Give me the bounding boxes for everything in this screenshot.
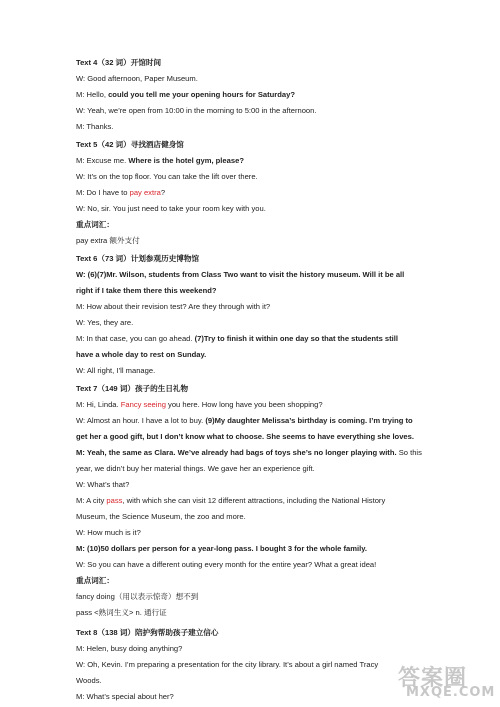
speaker-text: W: Almost an hour. I have a lot to buy. — [76, 416, 206, 425]
text7-line-10: M: (10)50 dollars per person for a year-long pass. I bought 3 for the whole family. — [76, 544, 368, 553]
key-sentence: Where is the hotel gym, please? — [128, 156, 244, 165]
text7-line-5: year, we didn’t buy her material things. We gave her an experience gift. — [76, 464, 315, 473]
watermark-en: MXQE.COM — [406, 685, 496, 700]
text7-line-6: W: What’s that? — [76, 480, 130, 489]
key-sentence: M: Yeah, the same as Clara. We’ve already had bags of toys she’s no longer playing with. — [76, 448, 397, 457]
highlighted-phrase: pay extra — [129, 188, 161, 197]
key-sentence: (7)Try to finish it within one day so that the students still — [194, 334, 398, 343]
text5-heading: Text 5（42 词）寻找酒店健身馆 — [76, 140, 184, 149]
watermark-cn: 答案圈 — [398, 666, 468, 691]
text8-line-2: W: Oh, Kevin. I’m preparing a presentation for the city library. It’s about a girl named Tracy — [76, 660, 379, 669]
text8-line-4: M: What’s special about her? — [76, 692, 174, 701]
text7-vocab-title: 重点词汇： — [76, 576, 114, 585]
text4-line-1: W: Good afternoon, Paper Museum. — [76, 74, 198, 83]
text5-vocab-title: 重点词汇： — [76, 220, 114, 229]
key-sentence: (9)My daughter Melissa’s birthday is coming. I’m trying to — [205, 416, 413, 425]
highlighted-phrase: Fancy seeing — [120, 400, 166, 409]
text7-line-3: get her a good gift, but I don’t know what to choose. She seems to have everything she loves. — [76, 432, 414, 441]
text4-line-4: M: Thanks. — [76, 122, 114, 131]
text6-heading: Text 6（73 词）计划参观历史博物馆 — [76, 254, 200, 263]
text7-vocab-1: fancy doing（用以表示惊奇）想不到 — [76, 592, 199, 601]
text5-line-4: W: No, sir. You just need to take your room key with you. — [76, 204, 266, 213]
text7-line-4 — [76, 448, 454, 458]
watermark-logo — [398, 661, 496, 701]
text7-line-9: W: How much is it? — [76, 528, 141, 537]
text8-heading: Text 8（138 词）陪护狗帮助孩子建立信心 — [76, 628, 219, 637]
text5-line-1 — [76, 156, 454, 166]
text5-vocab-1: pay extra 额外支付 — [76, 236, 140, 245]
text6-line-2: right if I take them there this weekend? — [76, 286, 217, 295]
speaker-text: M: In that case, you can go ahead. — [76, 334, 195, 343]
text6-line-5 — [76, 334, 454, 344]
text7-line-7 — [76, 496, 454, 506]
text6-line-4: W: Yes, they are. — [76, 318, 134, 327]
text6-line-7: W: All right, I’ll manage. — [76, 366, 156, 375]
speaker-text-end: So this — [396, 448, 422, 457]
speaker-text-end: you here. How long have you been shopping? — [165, 400, 323, 409]
text4-line-3: W: Yeah, we’re open from 10:00 in the morning to 5:00 in the afternoon. — [76, 106, 317, 115]
text6-line-3: M: How about their revision test? Are they through with it? — [76, 302, 271, 311]
speaker-text: M: Hi, Linda. — [76, 400, 121, 409]
text8-line-1: M: Helen, busy doing anything? — [76, 644, 183, 653]
text5-line-3 — [76, 188, 454, 198]
text6-line-1: W: (6)(7)Mr. Wilson, students from Class Two want to visit the history museum. Will it be all — [76, 270, 405, 279]
speaker-text-end: , with which she can visit 12 different attractions, including the National History — [122, 496, 386, 505]
speaker-text: M: Do I have to — [76, 188, 130, 197]
speaker-text: M: A city — [76, 496, 107, 505]
speaker-text: M: Excuse me. — [76, 156, 129, 165]
text7-line-2 — [76, 416, 454, 426]
text4-heading: Text 4（32 词）开馆时间 — [76, 58, 162, 67]
text7-heading: Text 7（149 词）孩子的生日礼物 — [76, 384, 189, 393]
text7-line-11: W: So you can have a different outing every month for the entire year? What a great idea! — [76, 560, 377, 569]
text7-line-8: Museum, the Science Museum, the zoo and more. — [76, 512, 246, 521]
highlighted-phrase: pass — [106, 496, 123, 505]
text8-line-3: Woods. — [76, 676, 102, 685]
text4-line-2 — [76, 90, 454, 100]
speaker-text: M: Hello, — [76, 90, 109, 99]
text6-line-6: have a whole day to rest on Sunday. — [76, 350, 207, 359]
text7-vocab-2: pass <熟词生义> n. 通行证 — [76, 608, 167, 617]
speaker-text-end: ? — [160, 188, 166, 197]
text7-line-1 — [76, 400, 454, 410]
key-sentence: could you tell me your opening hours for Saturday? — [108, 90, 295, 99]
text5-line-2: W: It’s on the top floor. You can take the lift over there. — [76, 172, 258, 181]
